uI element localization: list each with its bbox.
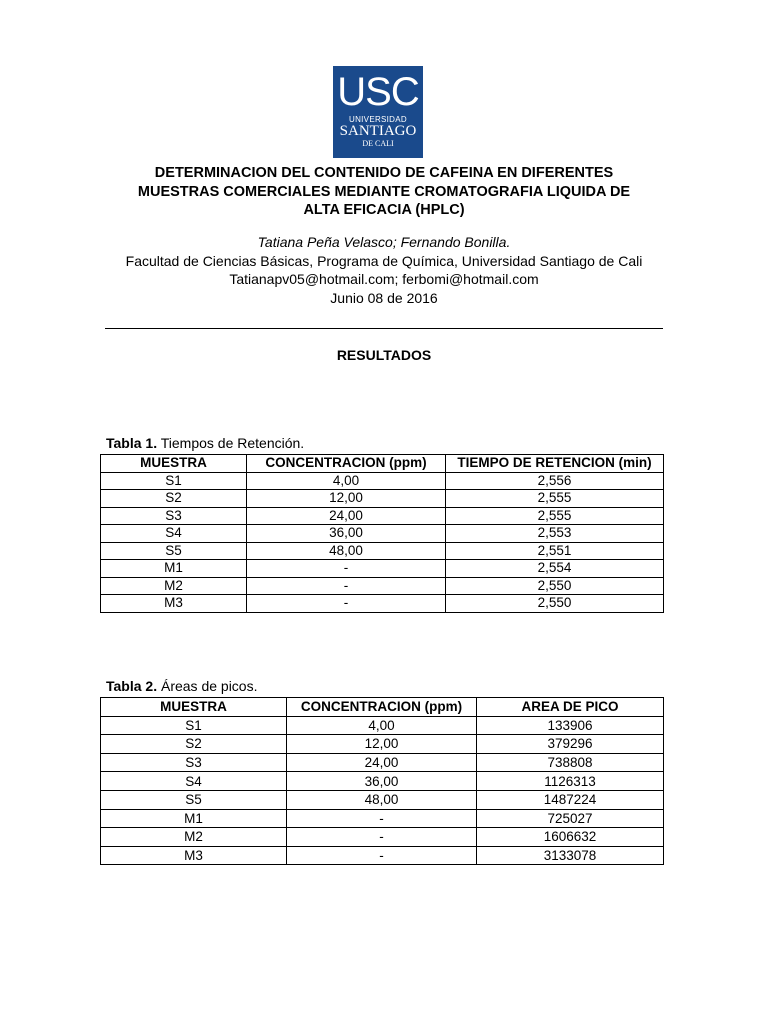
table-cell: 2,550: [446, 577, 664, 595]
table-cell: M1: [101, 809, 287, 828]
table-cell: 2,551: [446, 542, 664, 560]
table-cell: 24,00: [247, 507, 446, 525]
table-cell: 48,00: [287, 790, 477, 809]
table-cell: 3133078: [477, 846, 664, 865]
table-cell: M3: [101, 846, 287, 865]
table-cell: -: [247, 577, 446, 595]
table-row: [101, 735, 664, 754]
table-cell: S1: [101, 472, 247, 490]
table-row: [101, 525, 664, 543]
column-header: CONCENTRACION (ppm): [247, 455, 446, 473]
table1-caption: [106, 434, 304, 452]
table-cell: 48,00: [247, 542, 446, 560]
table-cell: 2,553: [446, 525, 664, 543]
table-row: [101, 753, 664, 772]
column-header: AREA DE PICO: [477, 698, 664, 717]
table-cell: 2,556: [446, 472, 664, 490]
table-cell: 2,555: [446, 507, 664, 525]
table-cell: S5: [101, 542, 247, 560]
table-row: [101, 542, 664, 560]
table-row: [101, 809, 664, 828]
logo-line-3: DE CALI: [362, 139, 394, 148]
table-cell: S3: [101, 507, 247, 525]
table-cell: 2,555: [446, 490, 664, 508]
section-title: RESULTADOS: [336, 347, 432, 363]
document-title: [110, 164, 658, 220]
table-cell: 12,00: [247, 490, 446, 508]
affiliation: Facultad de Ciencias Básicas, Programa de Química, Universidad Santiago de Cali: [125, 252, 643, 269]
table-cell: -: [247, 560, 446, 578]
table-cell: -: [287, 828, 477, 847]
table-row: [101, 507, 664, 525]
table-cell: -: [287, 809, 477, 828]
table2-caption: [106, 677, 257, 695]
table-cell: S1: [101, 716, 287, 735]
table-cell: 379296: [477, 735, 664, 754]
table-cell: 738808: [477, 753, 664, 772]
table-cell: 2,550: [446, 595, 664, 613]
table-row: [101, 560, 664, 578]
logo-line-1: UNIVERSIDAD: [349, 115, 407, 124]
table-cell: M1: [101, 560, 247, 578]
table-row: [101, 828, 664, 847]
table-row: [101, 490, 664, 508]
table-row: [101, 577, 664, 595]
table-cell: -: [287, 846, 477, 865]
author-emails: Tatianapv05@hotmail.com; ferbomi@hotmail.com: [229, 271, 539, 287]
table-header-row: [101, 455, 664, 473]
table-cell: 725027: [477, 809, 664, 828]
table-cell: 133906: [477, 716, 664, 735]
table-cell: S2: [101, 490, 247, 508]
table-cell: 1487224: [477, 790, 664, 809]
table-cell: S2: [101, 735, 287, 754]
table-row: [101, 772, 664, 791]
table-cell: 1126313: [477, 772, 664, 791]
table2-caption-text: Áreas de picos.: [157, 678, 258, 694]
table-cell: 2,554: [446, 560, 664, 578]
document-date: Junio 08 de 2016: [330, 289, 438, 306]
title-line-2: MUESTRAS COMERCIALES MEDIANTE CROMATOGRAFIA LIQUIDA DE: [137, 183, 631, 200]
table1-caption-label: Tabla 1.: [106, 435, 158, 451]
table-row: [101, 716, 664, 735]
table1-caption-text: Tiempos de Retención.: [157, 435, 305, 451]
university-logo: [333, 66, 423, 158]
table-cell: 36,00: [247, 525, 446, 543]
table-cell: -: [247, 595, 446, 613]
table-cell: S3: [101, 753, 287, 772]
table-row: [101, 790, 664, 809]
table-cell: 24,00: [287, 753, 477, 772]
author-block: [100, 233, 668, 307]
column-header: TIEMPO DE RETENCION (min): [446, 455, 664, 473]
logo-line-2: SANTIAGO: [339, 123, 417, 139]
retention-times-table: [100, 454, 664, 613]
title-line-3: ALTA EFICACIA (HPLC): [303, 202, 465, 218]
table-cell: M2: [101, 577, 247, 595]
table-cell: 12,00: [287, 735, 477, 754]
table-cell: 4,00: [287, 716, 477, 735]
column-header: MUESTRA: [101, 698, 287, 717]
column-header: MUESTRA: [101, 455, 247, 473]
horizontal-divider: [105, 328, 663, 329]
table-row: [101, 472, 664, 490]
table-cell: M2: [101, 828, 287, 847]
table2-caption-label: Tabla 2.: [106, 678, 158, 694]
table-cell: S4: [101, 525, 247, 543]
title-line-1: DETERMINACION DEL CONTENIDO DE CAFEINA EN DIFERENTES: [154, 165, 614, 181]
table-cell: S4: [101, 772, 287, 791]
table-row: [101, 846, 664, 865]
column-header: CONCENTRACION (ppm): [287, 698, 477, 717]
peak-areas-table: [100, 697, 664, 865]
logo-abbr: USC: [337, 70, 419, 114]
table-cell: 36,00: [287, 772, 477, 791]
table-header-row: [101, 698, 664, 717]
table-cell: 4,00: [247, 472, 446, 490]
table-cell: 1606632: [477, 828, 664, 847]
table-cell: S5: [101, 790, 287, 809]
table-cell: M3: [101, 595, 247, 613]
author-names: Tatiana Peña Velasco; Fernando Bonilla.: [257, 234, 511, 250]
table-row: [101, 595, 664, 613]
